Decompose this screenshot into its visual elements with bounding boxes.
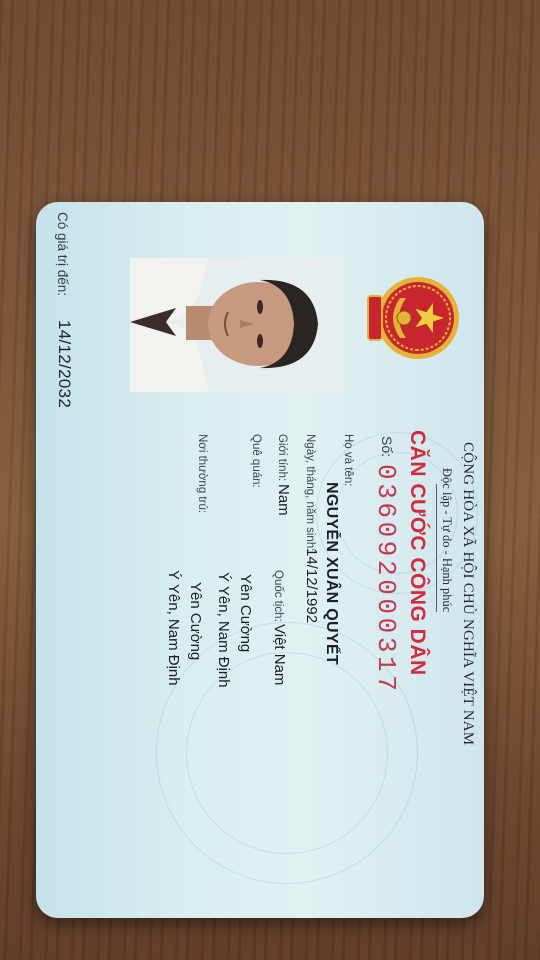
date-of-birth: 14/12/1992 — [303, 548, 320, 624]
dob-label: Ngày, tháng, năm sinh: — [304, 434, 316, 552]
hometown-label: Quê quán: — [250, 434, 262, 488]
nationality-value: Việt Nam — [271, 624, 288, 686]
name-label: Họ và tên: — [342, 434, 354, 487]
citizen-id-card — [36, 202, 484, 918]
id-number: 036092000317 — [371, 464, 401, 695]
card-title: CĂN CƯỚC CÔNG DÂN — [406, 430, 429, 676]
number-label: Số: — [379, 436, 395, 458]
portrait-photo — [130, 258, 344, 392]
residence-line2: Ý Yên, Nam Định — [165, 570, 182, 686]
gender-label: Giới tính: — [276, 434, 288, 482]
gender-value: Nam — [275, 484, 292, 516]
nationality-label: Quốc tịch: — [272, 570, 284, 622]
card-content — [36, 202, 484, 918]
residence-line1: Yên Cường — [187, 582, 204, 661]
national-emblem-icon — [362, 274, 464, 362]
expiry-label: Có giá trị đến: — [55, 212, 70, 297]
motto: Độc lập - Tự do - Hạnh phúc — [440, 468, 454, 613]
residence-label: Nơi thường trú: — [196, 434, 208, 514]
full-name: NGUYỄN XUÂN QUYẾT — [323, 482, 340, 665]
hometown-line2: Ý Yên, Nam Định — [215, 572, 232, 688]
expiry-date: 14/12/2032 — [55, 320, 74, 409]
republic-header: CỘNG HÒA XÃ HỘI CHỦ NGHĨA VIỆT NAM — [460, 442, 476, 746]
hometown-line1: Yên Cường — [237, 574, 254, 653]
motto-underline — [436, 484, 437, 612]
